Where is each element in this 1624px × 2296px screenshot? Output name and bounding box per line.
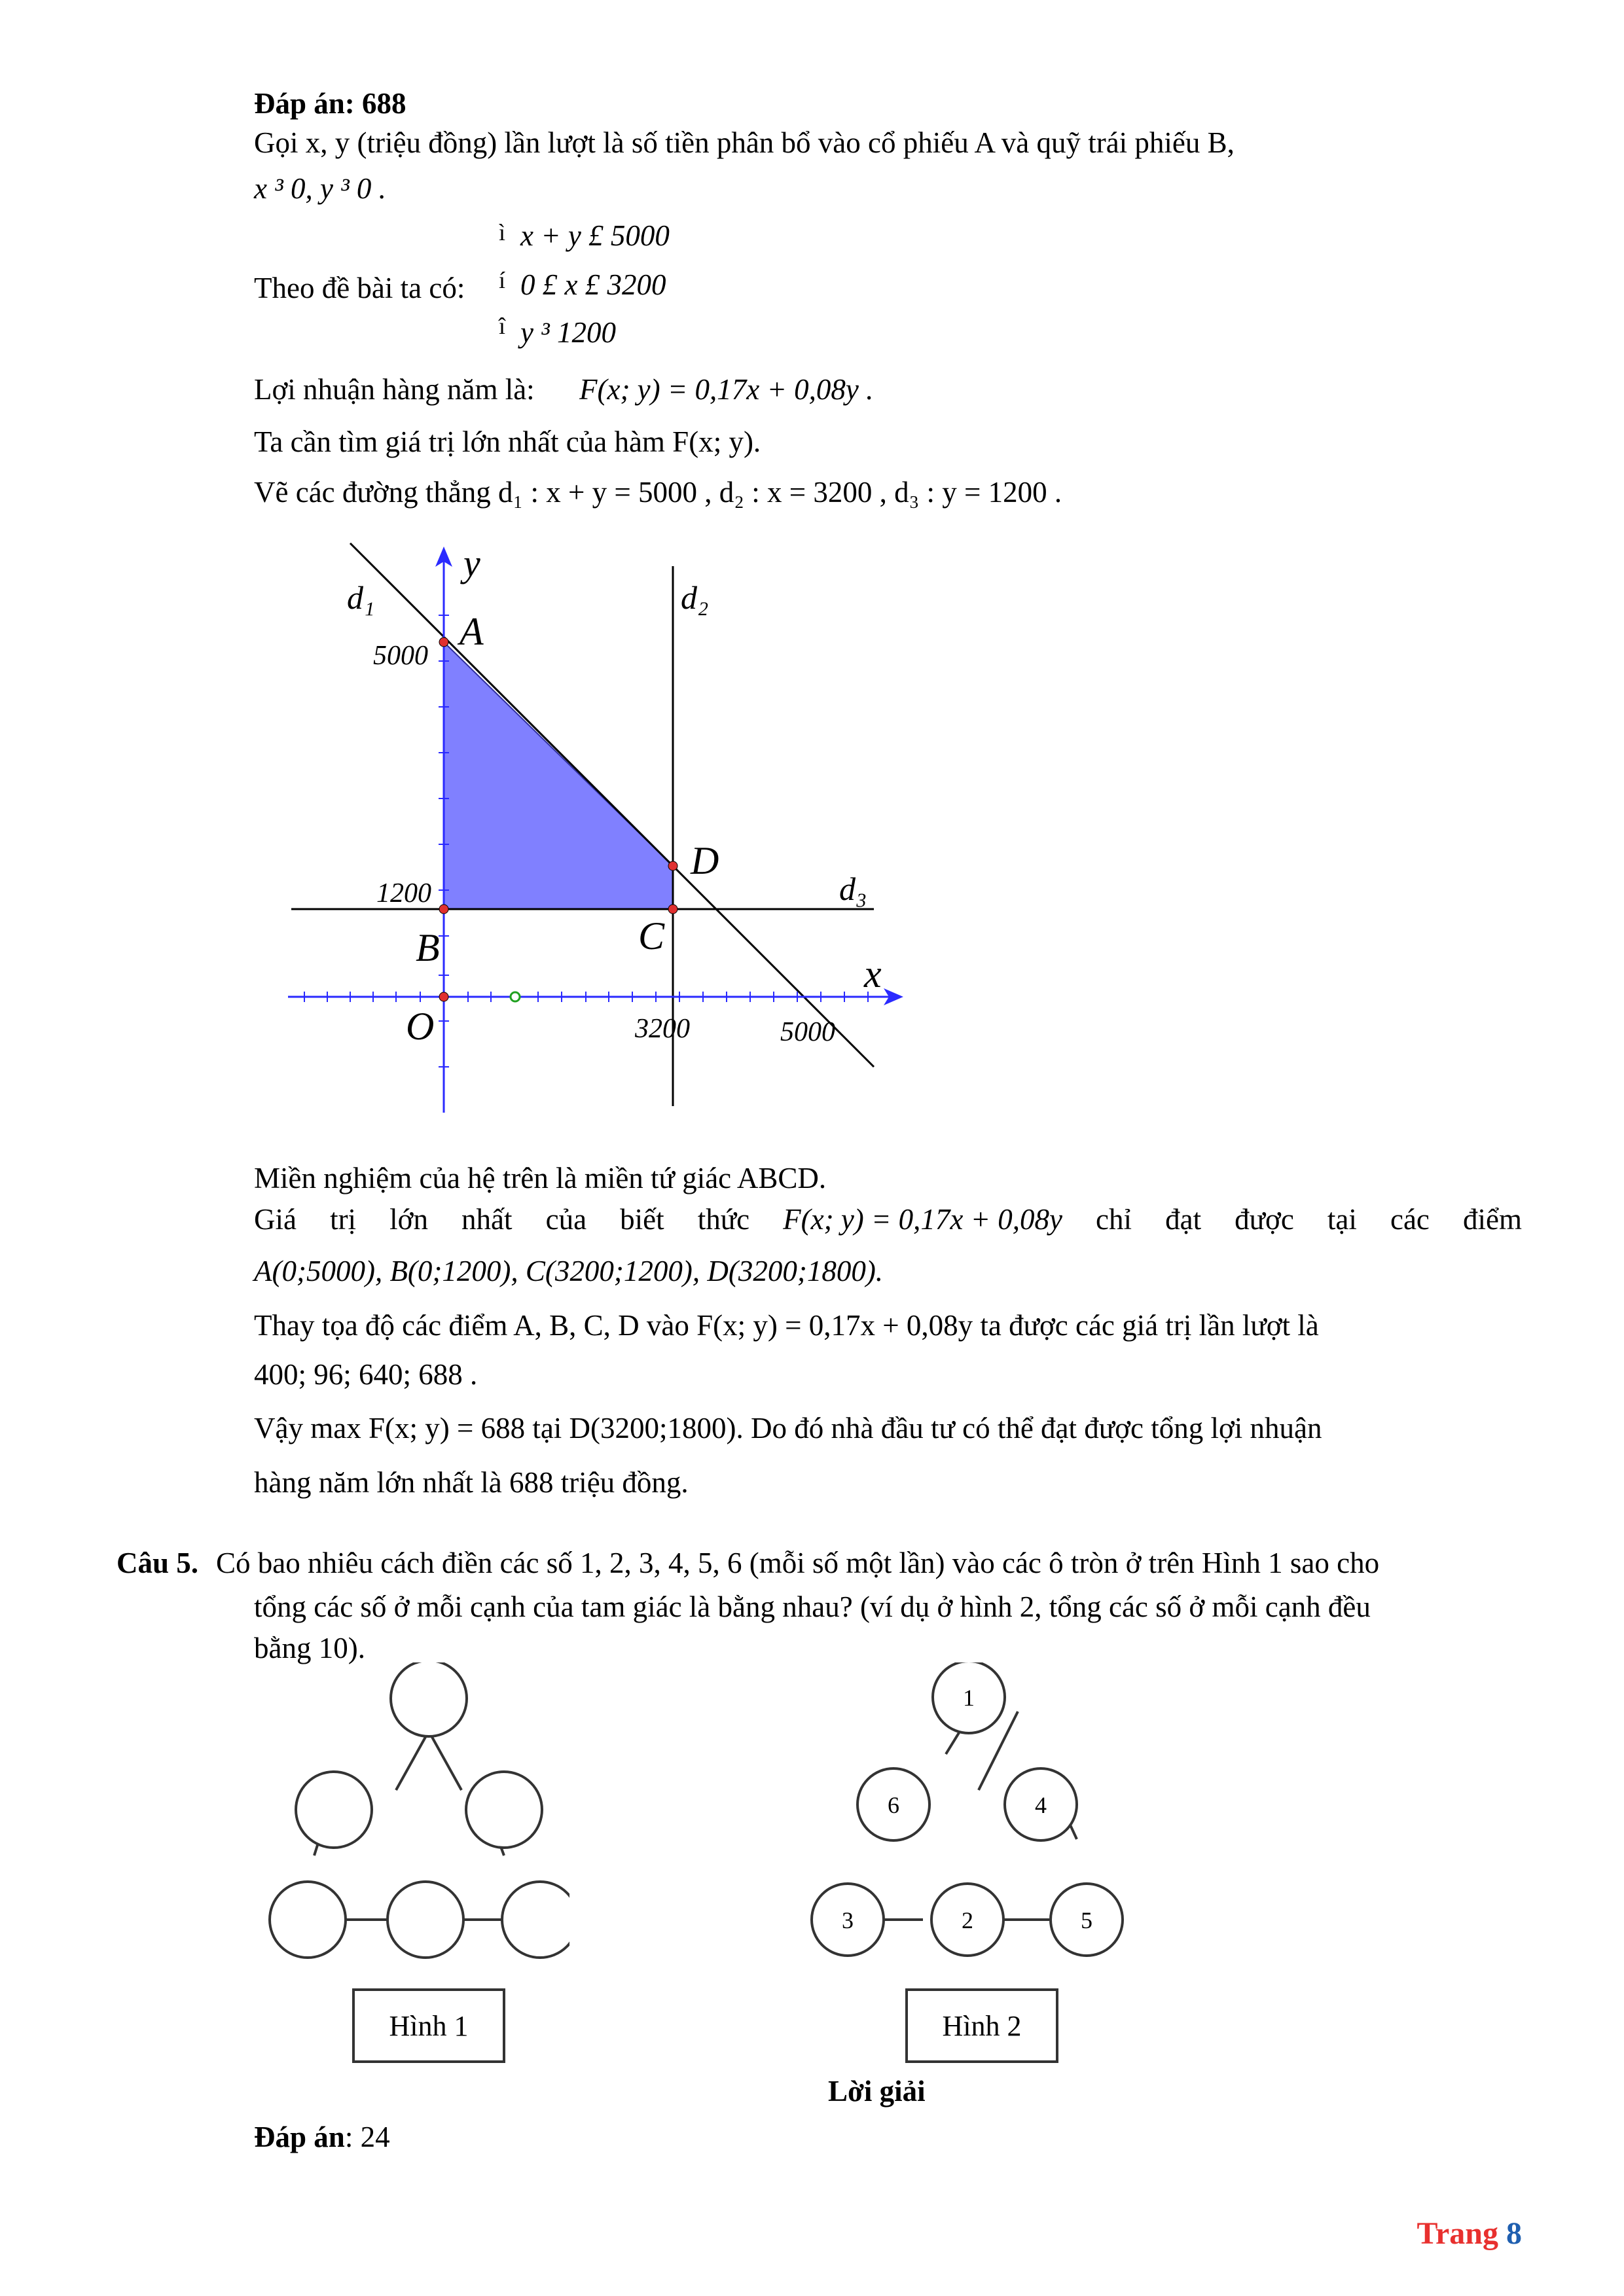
word-6: biết bbox=[620, 1203, 664, 1236]
fig2-caption: Hình 2 bbox=[942, 2010, 1022, 2042]
max-intro-line bbox=[254, 1200, 1522, 1239]
word-5: của bbox=[545, 1203, 587, 1236]
question-5-line-2: tổng các số ở mỗi cạnh của tam giác là bằng nhau? (ví dụ ở hình 2, tổng các số ở mỗi cạnh đều bbox=[254, 1590, 1371, 1623]
region-line: Miền nghiệm của hệ trên là miền tứ giác ABCD. bbox=[254, 1162, 827, 1194]
answer-heading: Đáp án: 688 bbox=[254, 87, 406, 120]
fig2-num-mid-right: 4 bbox=[1035, 1792, 1047, 1818]
fig2-num-bot-mid: 2 bbox=[962, 1907, 973, 1933]
intro-line-2: x ³ 0, y ³ 0 . bbox=[254, 172, 386, 205]
system-line-2: 0 £ x £ 3200 bbox=[520, 268, 666, 301]
word-10: đạt bbox=[1165, 1203, 1202, 1236]
label-A: A bbox=[460, 610, 484, 653]
label-C: C bbox=[638, 914, 665, 958]
feasible-region bbox=[444, 642, 673, 909]
page-label: Trang bbox=[1416, 2216, 1498, 2251]
points-line: A(0;5000), B(0;1200), C(3200;1200), D(3200;1800). bbox=[254, 1255, 884, 1287]
word-3: lớn bbox=[389, 1203, 428, 1236]
fig1-node-bot-left bbox=[270, 1882, 346, 1958]
label-y: y bbox=[463, 542, 480, 584]
figure-2 bbox=[776, 1662, 1142, 2068]
word-12: tại bbox=[1327, 1203, 1357, 1236]
edge bbox=[429, 1731, 461, 1790]
point-D bbox=[668, 861, 677, 870]
fig2-num-mid-left: 6 bbox=[888, 1792, 899, 1818]
final-answer-label: Đáp án bbox=[254, 2121, 345, 2153]
find-max-line: Ta cần tìm giá trị lớn nhất của hàm F(x; y). bbox=[254, 425, 761, 458]
page-footer bbox=[1417, 2215, 1522, 2251]
system-line-1: x + y £ 5000 bbox=[520, 219, 670, 252]
label-D: D bbox=[691, 839, 719, 882]
tick-5000-x: 5000 bbox=[780, 1017, 835, 1047]
final-answer-value: : 24 bbox=[344, 2121, 390, 2153]
figure-1 bbox=[268, 1662, 569, 2068]
tick-5000-y: 5000 bbox=[373, 641, 428, 671]
fig1-caption: Hình 1 bbox=[389, 2010, 469, 2042]
substitute-line: Thay tọa độ các điểm A, B, C, D vào F(x; y) = 0,17x + 0,08y ta được các giá trị lần lượt là bbox=[254, 1309, 1319, 1342]
fig2-num-bot-right: 5 bbox=[1081, 1907, 1092, 1933]
fig2-num-bot-left: 3 bbox=[842, 1907, 854, 1933]
point-green bbox=[511, 992, 520, 1001]
word-2: trị bbox=[330, 1203, 357, 1236]
tick-1200: 1200 bbox=[376, 878, 431, 908]
tick-3200: 3200 bbox=[635, 1014, 690, 1044]
label-B: B bbox=[416, 926, 440, 969]
word-1: Giá bbox=[254, 1203, 297, 1236]
point-B bbox=[439, 905, 448, 914]
point-C bbox=[668, 905, 677, 914]
system-brace-top: ì bbox=[499, 219, 506, 245]
edge bbox=[396, 1731, 429, 1790]
lines-line: Vẽ các đường thẳng d₁ : x + y = 5000 , d₂ : x = 3200 , d₃ : y = 1200 . bbox=[254, 476, 1062, 509]
word-14: điểm bbox=[1462, 1203, 1522, 1236]
fig1-node-mid-left bbox=[296, 1772, 372, 1848]
word-11: được bbox=[1235, 1203, 1294, 1236]
word-formula: F(x; y) = 0,17x + 0,08y bbox=[783, 1203, 1062, 1236]
word-9: chỉ bbox=[1096, 1203, 1132, 1236]
word-13: các bbox=[1390, 1203, 1430, 1236]
system-brace-bot: î bbox=[499, 313, 506, 339]
fig2-num-top: 1 bbox=[963, 1685, 975, 1711]
intro-line-1: Gọi x, y (triệu đồng) lần lượt là số tiền phân bổ vào cổ phiếu A và quỹ trái phiếu B, bbox=[254, 126, 1235, 159]
label-O: O bbox=[406, 1005, 435, 1048]
conclusion-line-2: hàng năm lớn nhất là 688 triệu đồng. bbox=[254, 1466, 689, 1499]
line-d1 bbox=[350, 543, 874, 1067]
feasible-region-graph bbox=[275, 524, 936, 1126]
label-d2: d₂ bbox=[681, 579, 709, 616]
word-4: nhất bbox=[461, 1203, 513, 1236]
values-line: 400; 96; 640; 688 . bbox=[254, 1358, 478, 1391]
fig1-node-mid-right bbox=[466, 1772, 542, 1848]
system-line-3: y ³ 1200 bbox=[520, 316, 616, 349]
fig1-node-bot-mid bbox=[388, 1882, 463, 1958]
final-answer-line bbox=[254, 2117, 390, 2157]
word-7: thức bbox=[697, 1203, 750, 1236]
question-5-label: Câu 5. bbox=[117, 1547, 199, 1579]
conclusion-line-1: Vậy max F(x; y) = 688 tại D(3200;1800). Do đó nhà đầu tư có thể đạt được tổng lợi nhuận bbox=[254, 1412, 1322, 1444]
point-A bbox=[439, 637, 448, 647]
fig1-node-top bbox=[391, 1662, 467, 1736]
label-x: x bbox=[864, 952, 882, 996]
profit-formula: F(x; y) = 0,17x + 0,08y . bbox=[579, 373, 874, 406]
solution-heading: Lời giải bbox=[828, 2075, 926, 2108]
point-O bbox=[439, 992, 448, 1001]
system-label: Theo đề bài ta có: bbox=[254, 272, 465, 304]
question-5-line-3: bằng 10). bbox=[254, 1632, 365, 1664]
system-brace-mid: í bbox=[499, 267, 506, 293]
label-d1: d₁ bbox=[347, 579, 375, 616]
label-d3: d₃ bbox=[839, 870, 867, 907]
profit-label: Lợi nhuận hàng năm là: bbox=[254, 373, 535, 406]
page-number: 8 bbox=[1506, 2216, 1522, 2251]
question-5-line-1: Có bao nhiêu cách điền các số 1, 2, 3, 4, 5, 6 (mỗi số một lần) vào các ô tròn ở trên Hình 1 sao cho bbox=[216, 1547, 1380, 1579]
fig1-node-bot-right bbox=[502, 1882, 569, 1958]
